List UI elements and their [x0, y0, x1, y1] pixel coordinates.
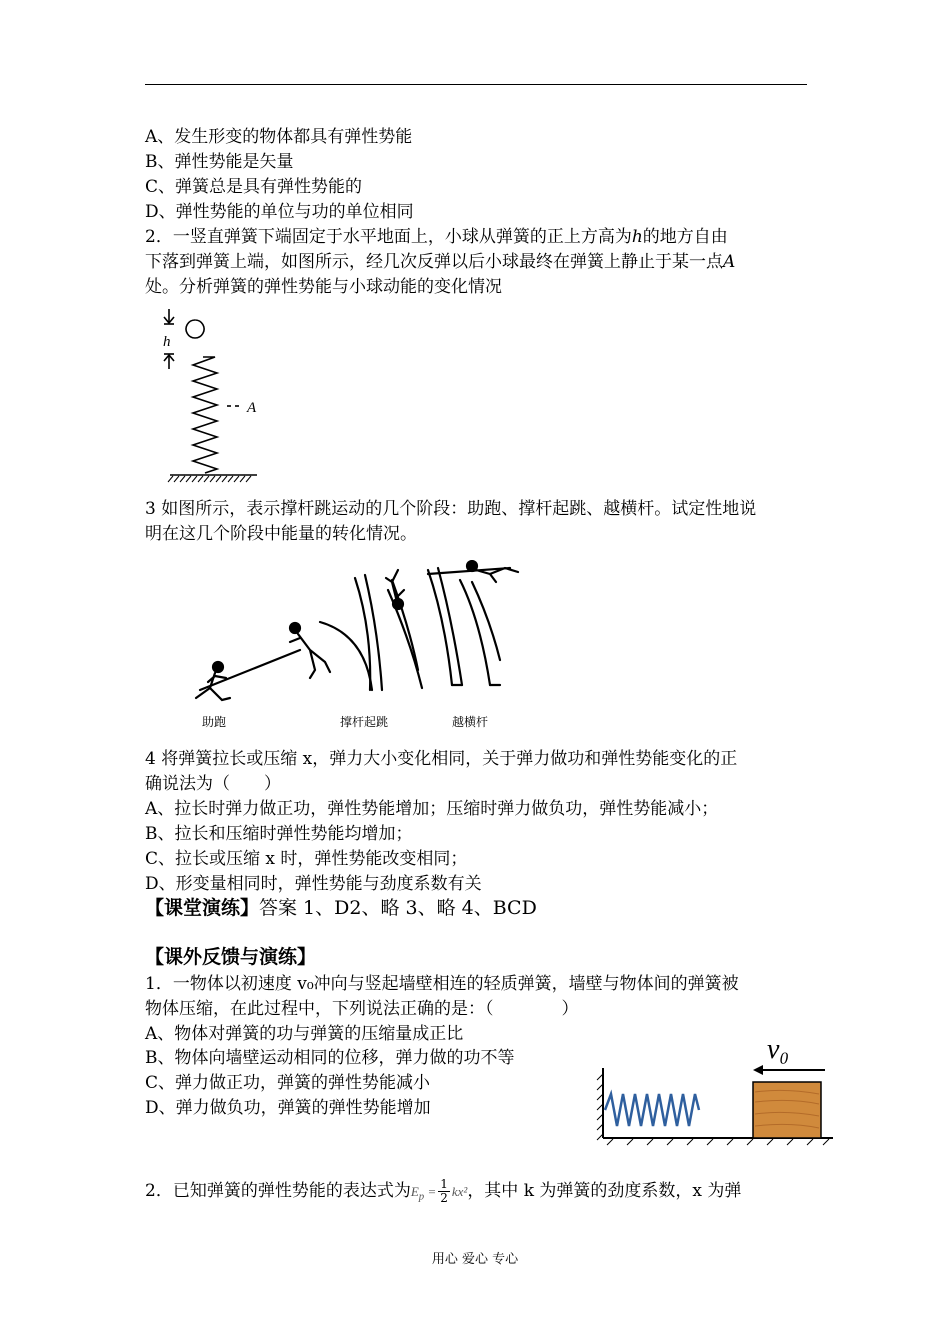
answer-line: [145, 896, 537, 921]
q4-line-2: 确说法为（ ）: [145, 774, 281, 794]
fig-label-run: 助跑: [202, 715, 227, 729]
answer-text: 答案 1、D2、略 3、略 4、BCD: [259, 897, 537, 919]
s2-q1-line-2: 物体压缩，在此过程中，下列说法正确的是：（ ）: [145, 999, 579, 1019]
answer-heading: 【课堂演练】: [145, 897, 260, 919]
q4-option-d: D、形变量相同时，弹性势能与劲度系数有关: [145, 874, 482, 894]
q4-option-b: B、拉长和压缩时弹性势能均增加；: [145, 824, 413, 844]
fig-label-bar: 越横杆: [452, 715, 489, 729]
v0-label: v₀: [767, 1034, 790, 1065]
q2-line-2: 下落到弹簧上端，如图所示，经几次反弹以后小球最终在弹簧上静止于某一点A: [145, 252, 736, 272]
q4-option-a: A、拉长时弹力做正功，弹性势能增加；压缩时弹力做负功，弹性势能减小；: [145, 799, 719, 819]
s2-q1-option-c: C、弹力做正功，弹簧的弹性势能减小: [145, 1073, 431, 1093]
q2-line-3: 处。分析弹簧的弹性势能与小球动能的变化情况: [145, 277, 502, 297]
q3-line-1: 3 如图所示，表示撑杆跳运动的几个阶段：助跑、撑杆起跳、越横杆。试定性地说: [145, 499, 757, 519]
header-rule: [145, 84, 807, 85]
s2-q1-option-b: B、物体向墙壁运动相同的位移，弹力做的功不等: [145, 1048, 515, 1068]
page-footer: 用心 爱心 专心: [431, 1252, 519, 1267]
spring-ball-figure: [145, 305, 285, 490]
s2-q1-line-1: 1．一物体以初速度 v₀冲向与竖起墙壁相连的轻质弹簧，墙壁与物体间的弹簧被: [145, 974, 739, 994]
q1-option-d: D、弹性势能的单位与功的单位相同: [145, 202, 414, 222]
fig-label-takeoff: 撑杆起跳: [340, 715, 389, 729]
q3-line-2: 明在这几个阶段中能量的转化情况。: [145, 524, 417, 544]
s2-q1-option-d: D、弹力做负功，弹簧的弹性势能增加: [145, 1098, 431, 1118]
q1-option-b: B、弹性势能是矢量: [145, 152, 294, 172]
q1-option-a: A、发生形变的物体都具有弹性势能: [145, 127, 413, 147]
section2-heading: 【课外反馈与演练】: [145, 946, 317, 968]
wall-spring-block-figure: [585, 1030, 835, 1155]
pole-vault-figure: [160, 560, 540, 732]
q4-line-1: 4 将弹簧拉长或压缩 x，弹力大小变化相同，关于弹力做功和弹性势能变化的正: [145, 749, 738, 769]
s2-q1-option-a: A、物体对弹簧的功与弹簧的压缩量成正比: [145, 1024, 464, 1044]
q4-option-c: C、拉长或压缩 x 时，弹性势能改变相同；: [145, 849, 468, 869]
q1-option-c: C、弹簧总是具有弹性势能的: [145, 177, 363, 197]
q2-line-1: 2．一竖直弹簧下端固定于水平地面上，小球从弹簧的正上方高为h的地方自由: [145, 227, 728, 247]
fig-label-a: A: [247, 400, 257, 416]
fig-label-h: h: [163, 334, 171, 350]
s2-q2-line: 2．已知弹簧的弹性势能的表达式为$E_p$ = $\frac{1}{2}$ kx²，其中 k 为弹簧的劲度系数，x 为弹: [145, 1177, 742, 1205]
